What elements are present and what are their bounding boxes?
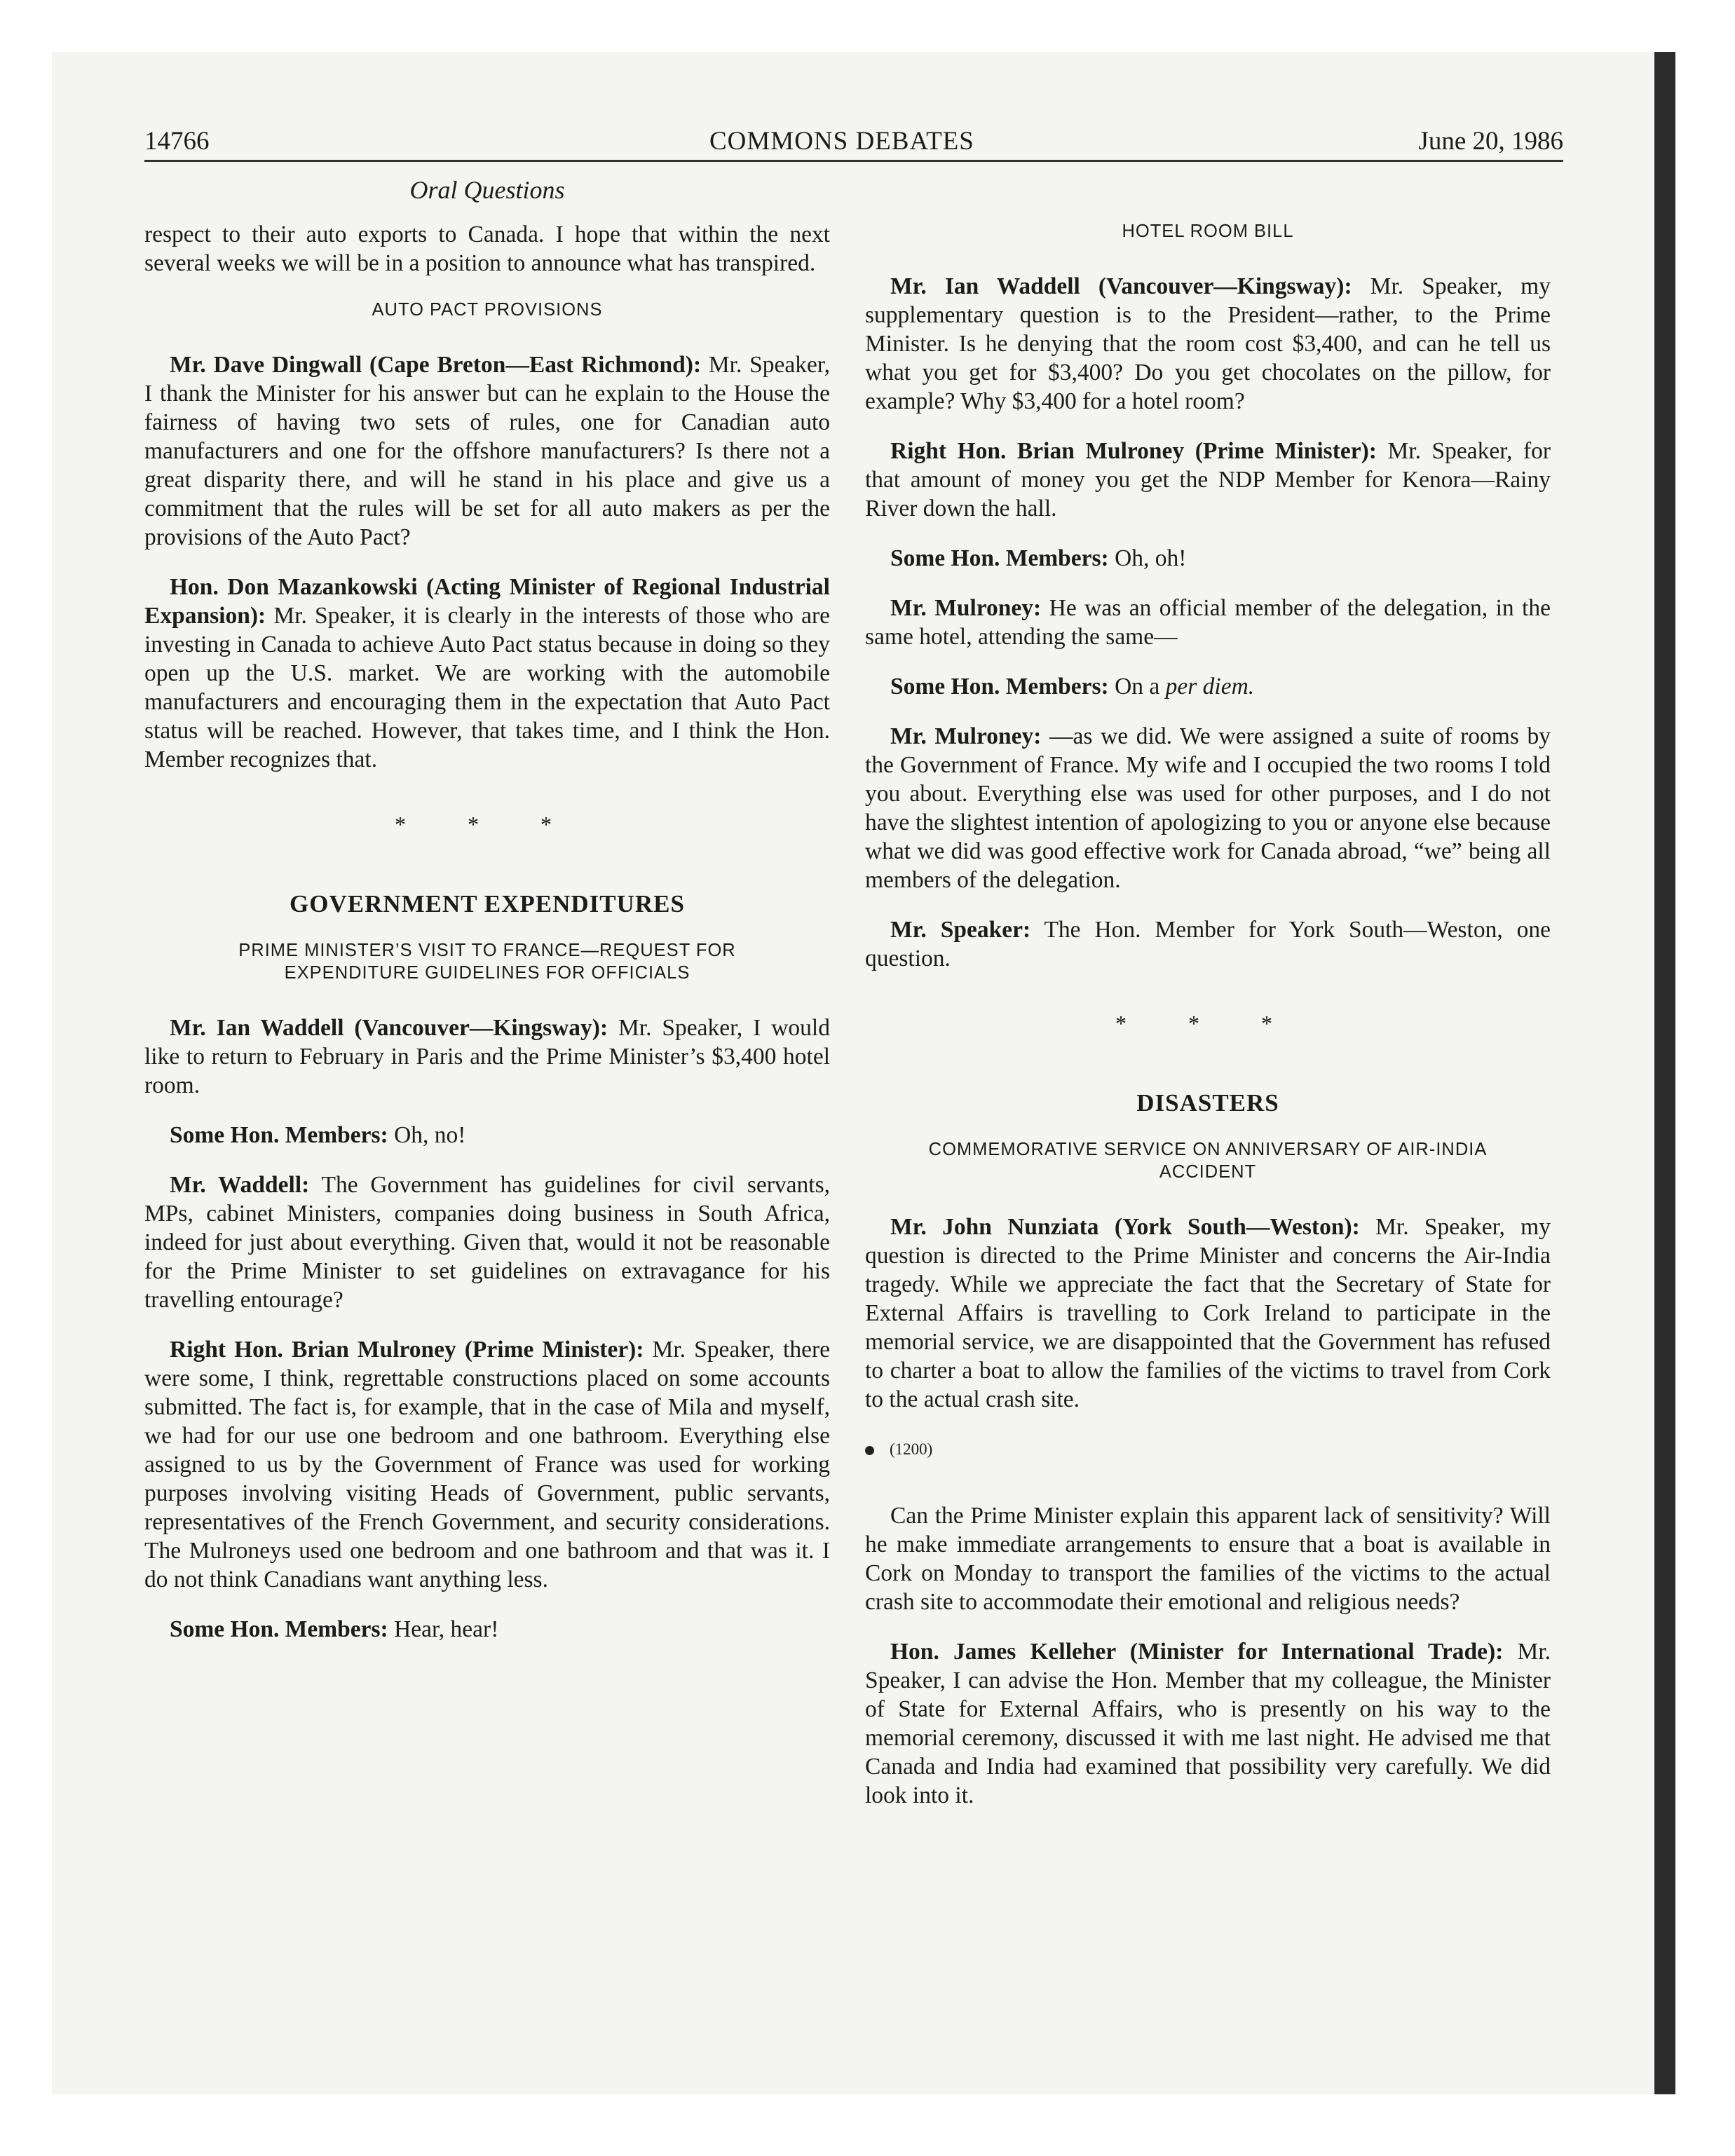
speaker-name: Some Hon. Members: xyxy=(170,1122,388,1148)
paragraph xyxy=(144,1335,830,1594)
section-separator: * * * xyxy=(395,812,580,837)
speaker-name: Hon. Don Mazankowski (Acting Minister of Regional Industrial Expansion): xyxy=(144,574,830,629)
paragraph xyxy=(865,915,1551,973)
speech-text: Mr. Speaker, I can advise the Hon. Member that my colleague, the Minister of State for External Affairs, who is presently on his way to the memorial ceremony, discussed it with me last night. He advised me that Canada and India had examined that possibility very carefully. We did look into it. xyxy=(865,1639,1551,1808)
right-column xyxy=(865,220,1551,1831)
speaker-name: Hon. James Kelleher (Minister for International Trade): xyxy=(890,1639,1504,1665)
speech-text: Mr. Speaker, for that amount of money you get the NDP Member for Kenora—Rainy River down the hall. xyxy=(865,438,1551,521)
speaker-name: Mr. Dave Dingwall (Cape Breton—East Richmond): xyxy=(170,352,702,378)
speech-text: Mr. Speaker, I would like to return to February in Paris and the Prime Minister’s $3,400 hotel room. xyxy=(144,1015,830,1098)
paragraph xyxy=(865,272,1551,416)
time-marker xyxy=(865,1435,1551,1464)
paragraph xyxy=(144,1615,830,1644)
paragraph xyxy=(865,544,1551,573)
speaker-name: Some Hon. Members: xyxy=(890,674,1109,700)
paragraph xyxy=(144,1014,830,1100)
paragraph: respect to their auto exports to Canada. I hope that within the next several weeks we will be in a position to announce what has transpired. xyxy=(144,221,830,276)
paragraph xyxy=(865,1637,1551,1810)
paragraph xyxy=(144,1121,830,1149)
bullet-icon xyxy=(865,1446,874,1455)
paragraph xyxy=(144,1171,830,1314)
subheading: PRIME MINISTER’S VISIT TO FRANCE—REQUEST FOR EXPENDITURE GUIDELINES FOR OFFICIALS xyxy=(238,941,736,983)
running-head: COMMONS DEBATES xyxy=(709,127,974,156)
paragraph xyxy=(865,1213,1551,1414)
speech-text: Oh, no! xyxy=(388,1122,466,1148)
speech-text: The Government has guidelines for civil servants, MPs, cabinet Ministers, companies doing business in South Africa, indeed for just about everything. Given that, would it not be reasonable for the Prime Minister to set guidelines on extravagance for his travelling entourage? xyxy=(144,1172,830,1313)
paragraph xyxy=(865,722,1551,894)
page-number: 14766 xyxy=(144,127,210,156)
speaker-name: Mr. Ian Waddell (Vancouver—Kingsway): xyxy=(170,1015,608,1041)
speech-text: —as we did. We were assigned a suite of rooms by the Government of France. My wife and I occupied the two rooms I told you about. Everything else was used for other purposes, and I do not have the slightest intention of apologizing to you or anyone else because what we did was good effective work for Canada abroad, “we” being all members of the delegation. xyxy=(865,723,1551,893)
speech-text: Mr. Speaker, it is clearly in the interests of those who are investing in Canada to achieve Auto Pact status because in doing so they open up the U.S. market. We are working with the automobile manufacturers and encouraging them in the expectation that Auto Pact status will be reached. However, that takes time, and I think the Hon. Member recognizes that. xyxy=(144,603,830,772)
header-rule xyxy=(144,160,1563,162)
time-marker-text: (1200) xyxy=(890,1440,933,1458)
speech-text: Mr. Speaker, my question is directed to the Prime Minister and concerns the Air-India tragedy. While we appreciate the fact that the Secretary of State for External Affairs is travelling to Cork Ireland to participate in the memorial service, we are disappointed that the Government has refused to charter a boat to allow the families of the victims to travel from Cork to the actual crash site. xyxy=(865,1214,1551,1412)
speaker-name: Mr. Speaker: xyxy=(890,917,1031,943)
section-separator: * * * xyxy=(1115,1011,1300,1036)
section-heading: Oral Questions xyxy=(409,176,565,204)
speaker-name: Mr. Waddell: xyxy=(170,1172,310,1198)
speech-text: He was an official member of the delegation, in the same hotel, attending the same— xyxy=(865,595,1551,650)
paragraph xyxy=(144,573,830,774)
subheading: COMMEMORATIVE SERVICE ON ANNIVERSARY OF AIR-INDIA ACCIDENT xyxy=(928,1140,1488,1182)
speaker-name: Mr. Mulroney: xyxy=(890,595,1042,621)
speaker-name: Right Hon. Brian Mulroney (Prime Minister): xyxy=(890,438,1377,464)
speech-text: Hear, hear! xyxy=(388,1616,499,1642)
paragraph xyxy=(144,350,830,552)
speaker-name: Some Hon. Members: xyxy=(170,1616,388,1642)
left-column xyxy=(144,220,830,1665)
speech-text: Mr. Speaker, my supplementary question is to the President—rather, to the Prime Minister. Is he denying that the room cost $3,400, and can he tell us what you get for $3,400? Do you get chocolates on the pillow, for example? Why $3,400 for a hotel room? xyxy=(865,273,1551,414)
major-heading: DISASTERS xyxy=(1136,1089,1279,1117)
speech-text: Oh, oh! xyxy=(1108,545,1187,571)
subheading: HOTEL ROOM BILL xyxy=(1122,221,1294,241)
speech-text: The Hon. Member for York South—Weston, one question. xyxy=(865,917,1551,971)
speaker-name: Mr. Mulroney: xyxy=(890,723,1042,749)
speech-text: Mr. Speaker, there were some, I think, regrettable constructions placed on some accounts submitted. The fact is, for example, that in the case of Mila and myself, we had for our use one bedroom and one bathroom. Everything else assigned to us by the Government of France was used for working purposes involving visiting Heads of Government, public servants, representatives of the French Government, and security considerations. The Mulroneys used one bedroom and one bathroom and that was it. I do not think Canadians want anything less. xyxy=(144,1337,830,1592)
page-date: June 20, 1986 xyxy=(1418,127,1563,156)
speaker-name: Right Hon. Brian Mulroney (Prime Minister): xyxy=(170,1337,644,1363)
speaker-name: Mr. John Nunziata (York South—Weston): xyxy=(890,1214,1360,1240)
paragraph xyxy=(865,672,1551,701)
paragraph: Can the Prime Minister explain this apparent lack of sensitivity? Will he make immediate arrangements to ensure that a boat is available in Cork on Monday to transport the families of the victims to the actual crash site to accommodate their emotional and religious needs? xyxy=(865,1503,1551,1615)
subheading: AUTO PACT PROVISIONS xyxy=(372,300,603,320)
paragraph xyxy=(865,437,1551,523)
major-heading: GOVERNMENT EXPENDITURES xyxy=(290,890,685,917)
paragraph xyxy=(865,594,1551,651)
speech-text: Mr. Speaker, I thank the Minister for his answer but can he explain to the House the fairness of having two sets of rules, one for Canadian auto manufacturers and one for the offshore manufacturers? Is there not a great disparity there, and will he stand in his place and give us a commitment that the rules will be set for all auto makers as per the provisions of the Auto Pact? xyxy=(144,352,830,550)
scan-edge xyxy=(1654,52,1675,2094)
italic-text: per diem. xyxy=(1165,674,1255,700)
speaker-name: Mr. Ian Waddell (Vancouver—Kingsway): xyxy=(890,273,1352,299)
speaker-name: Some Hon. Members: xyxy=(890,545,1109,571)
speech-text: On a xyxy=(1108,674,1166,700)
